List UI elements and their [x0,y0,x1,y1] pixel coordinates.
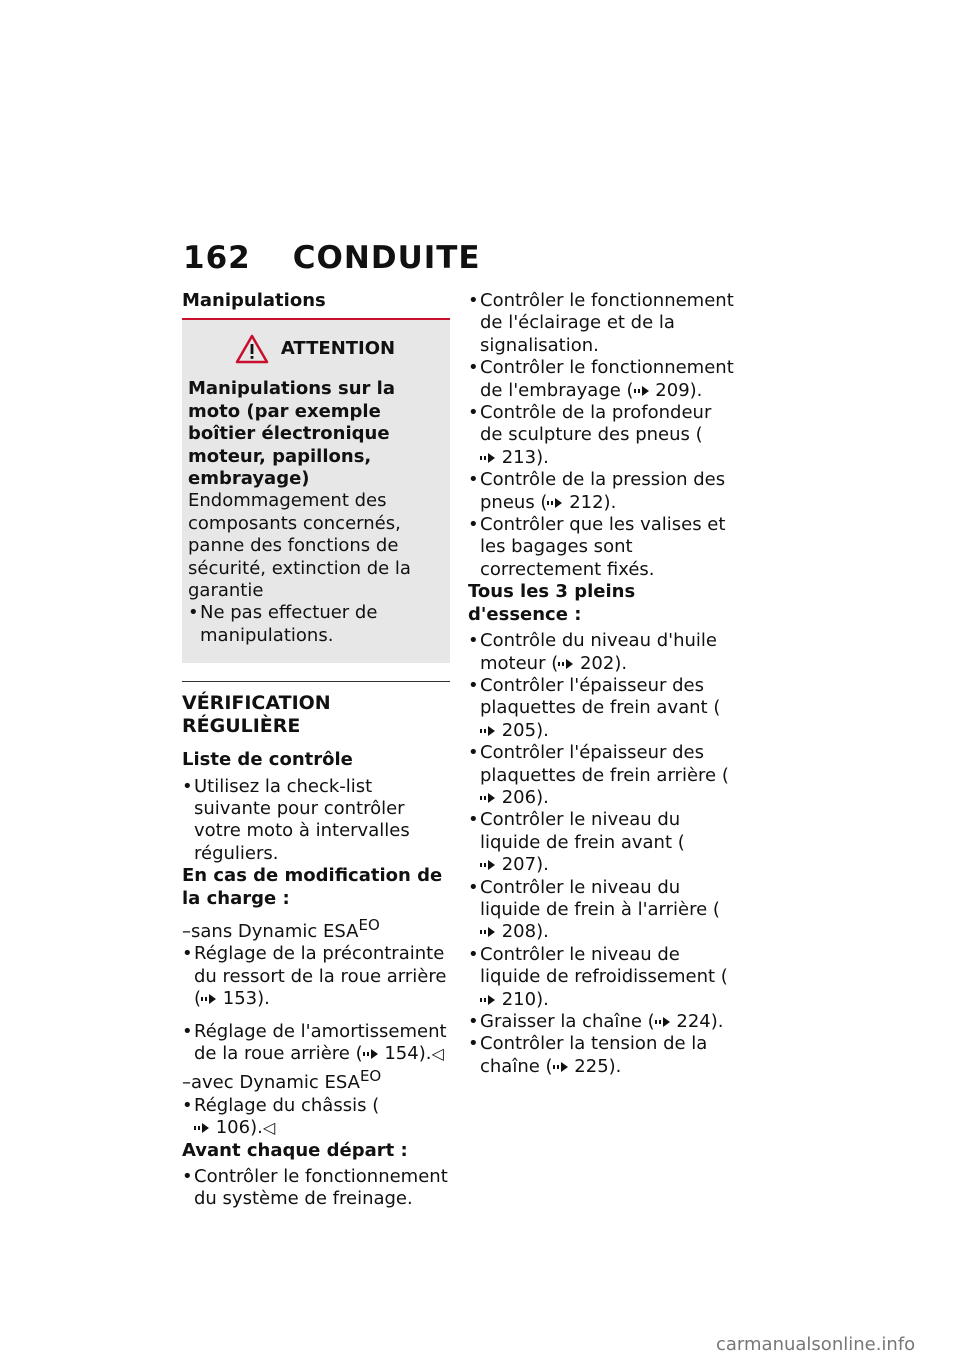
list-item: • Contrôle du niveau d'huile moteur ( 202). [468,630,736,675]
warning-cause: Manipulations sur la moto (par exemple boîtier électronique moteur, papillons, embrayage) [188,378,395,490]
list-item: • Contrôle de la pression des pneus ( 212). [468,469,736,514]
page-reference[interactable]: 224). [655,1011,724,1032]
reference-arrow-icon [634,385,650,397]
esa-superscript: EO [358,915,380,934]
reference-arrow-icon [480,926,496,938]
list-item: • Réglage de la précontrainte du ressort de la roue arrière ( 153). [182,943,450,1010]
warning-box [182,320,450,663]
page-reference[interactable]: 207). [480,854,549,875]
section-heading: VÉRIFICATION RÉGULIÈRE [182,681,450,737]
page-reference[interactable]: 225). [553,1056,622,1077]
page-reference[interactable]: 212). [547,492,616,513]
reference-arrow-icon [547,497,563,509]
chapter-title: CONDUITE [292,240,481,276]
departure-heading: Avant chaque départ : [182,1139,408,1161]
reference-arrow-icon [480,994,496,1006]
reference-arrow-icon [655,1016,671,1028]
load-heading: En cas de modification de la charge : [182,865,443,909]
with-esa-list [182,1095,450,1140]
list-item: • Graisser la chaîne ( 224). [468,1011,736,1033]
checklist-intro [182,776,450,866]
list-item: • Utilisez la check-list suivante pour contrôler votre moto à intervalles réguliers. [182,776,450,866]
reference-arrow-icon [480,859,496,871]
list-item: • Contrôler le fonctionnement de l'éclairage et de la signalisation. [468,290,736,357]
warning-title-row [188,334,442,364]
list-item: • Contrôler le niveau du liquide de frein avant ( 207). [468,809,736,876]
warning-title: ATTENTION [280,338,396,360]
page-reference[interactable]: 106). [194,1117,263,1138]
list-item: • Contrôler que les valises et les bagages sont correctement fixés. [468,514,736,581]
fuel-checks-list [468,630,736,1078]
end-mark-icon: ◁ [262,1118,276,1138]
without-esa-label: –sans Dynamic $ESA^{EO}$ [182,915,380,942]
page-reference[interactable]: 154). [363,1043,432,1064]
checklist-heading: Liste de contrôle [182,749,353,771]
warning-triangle-icon [235,334,269,364]
departure-checks-list [468,290,736,581]
manipulations-heading: Manipulations [182,290,326,311]
list-item: • Contrôler la tension de la chaîne ( 225). [468,1033,736,1078]
departure-list [182,1166,450,1211]
page-reference[interactable]: 206). [480,787,549,808]
reference-arrow-icon [480,452,496,464]
page-reference[interactable]: 213). [480,447,549,468]
warning-actions [188,602,442,647]
page-reference[interactable]: 205). [480,720,549,741]
reference-arrow-icon [480,725,496,737]
list-item: • Réglage de l'amortissement de la roue arrière ( 154).◁ [182,1021,450,1066]
watermark-footer: carmanualsonline.info [716,1334,916,1355]
page-reference[interactable]: 208). [480,921,549,942]
list-item: • Réglage du châssis ( 106).◁ [182,1095,450,1140]
page-reference[interactable]: 209). [634,380,703,401]
page-reference[interactable]: 202). [558,653,627,674]
list-item: • Contrôler le fonctionnement de l'embrayage ( 209). [468,357,736,402]
page-number: 162 [183,240,251,276]
reference-arrow-icon [558,658,574,670]
page-header [183,240,481,276]
warning-consequence: Endommagement des composants concernés, panne des fonctions de sécurité, extinction de la garantie [188,490,411,602]
warning-action-item: • Ne pas effectuer de manipulations. [188,602,442,647]
page-reference[interactable]: 153). [201,988,270,1009]
list-item: • Contrôler l'épaisseur des plaquettes de frein arrière ( 206). [468,742,736,809]
right-column [468,290,736,1078]
end-mark-icon: ◁ [431,1043,444,1063]
reference-arrow-icon [480,792,496,804]
left-column [182,290,450,1211]
reference-arrow-icon [553,1061,569,1073]
list-item: • Contrôler le niveau du liquide de frein à l'arrière ( 208). [468,877,736,944]
list-item: • Contrôler l'épaisseur des plaquettes de frein avant ( 205). [468,675,736,742]
with-esa-label: –avec Dynamic $ESA^{EO}$ [182,1067,382,1094]
list-item: • Contrôler le fonctionnement du système de freinage. [182,1166,450,1211]
reference-arrow-icon [201,993,217,1005]
fuel-heading: Tous les 3 pleins d'essence : [468,581,636,625]
list-item: • Contrôler le niveau de liquide de refroidissement ( 210). [468,944,736,1011]
without-esa-list [182,943,450,1065]
page-reference[interactable]: 210). [480,989,549,1010]
reference-arrow-icon [194,1122,210,1134]
reference-arrow-icon [363,1048,379,1060]
list-item: • Contrôle de la profondeur de sculpture des pneus ( 213). [468,402,736,469]
esa-superscript: EO [359,1067,382,1086]
